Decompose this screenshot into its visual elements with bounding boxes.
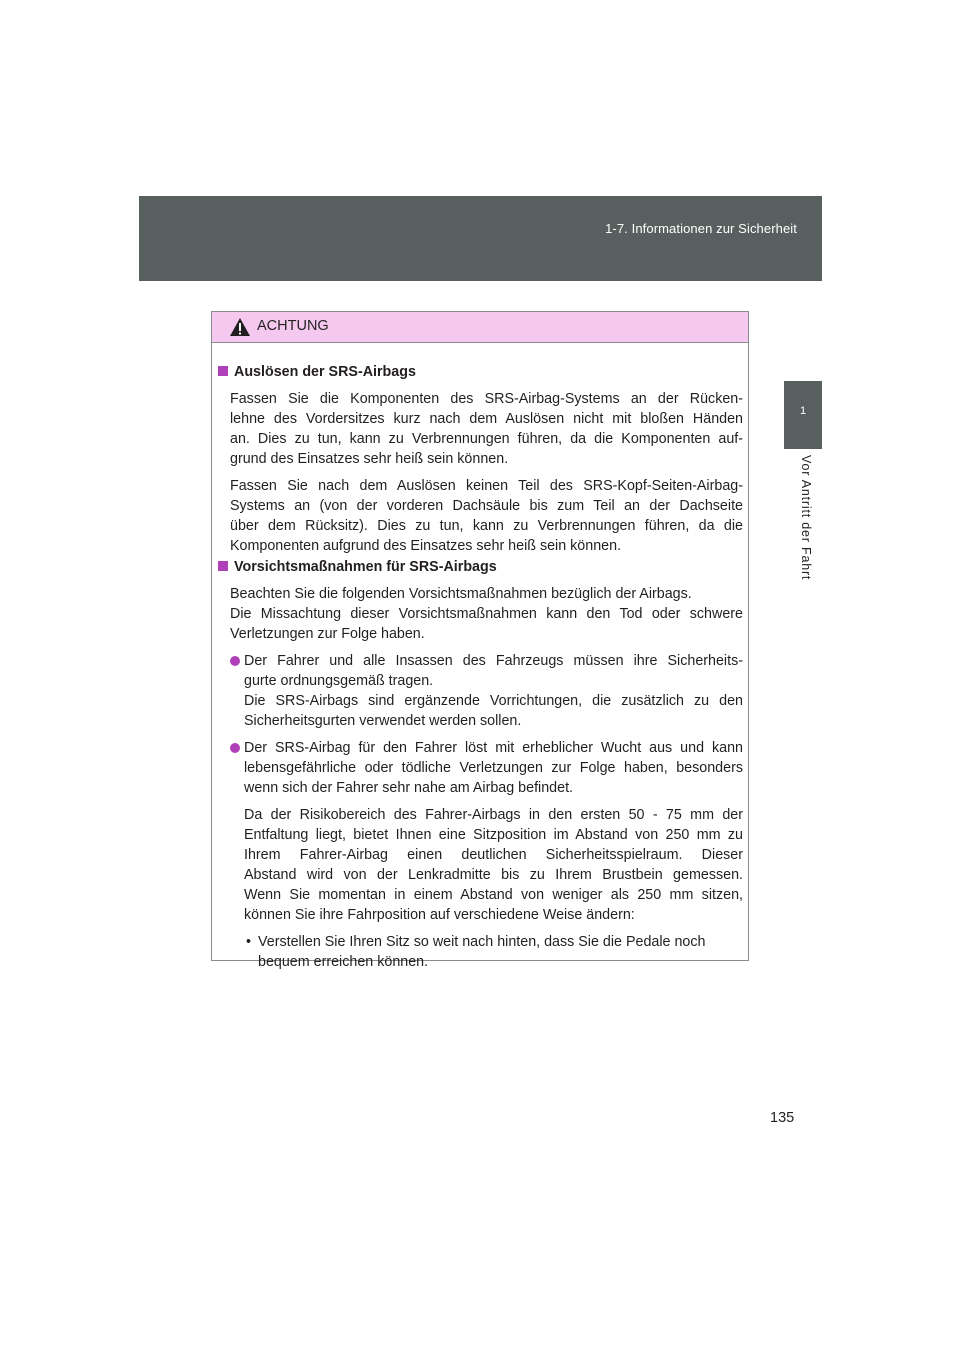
bullet-line: Der Fahrer und alle Insassen des Fahrzeugs müssen ihre Sicherheits- xyxy=(244,653,743,669)
paragraph-line: an. Dies zu tun, kann zu Verbrennungen führen, da die Komponenten auf- xyxy=(230,431,743,447)
section-heading xyxy=(218,557,497,577)
paragraph-line: Da der Risikobereich des Fahrer-Airbags in den ersten 50 - 75 mm der xyxy=(244,807,743,823)
paragraph-line: Fassen Sie nach dem Auslösen keinen Teil des SRS-Kopf-Seiten-Airbag- xyxy=(230,478,743,494)
bullet-marker xyxy=(230,743,240,753)
section-heading-text: Auslösen der SRS-Airbags xyxy=(234,364,416,380)
section-heading xyxy=(218,362,416,382)
warning-header xyxy=(212,312,748,343)
bullet-line: lebensgefährliche oder tödliche Verletzungen zur Folge haben, besonders xyxy=(244,760,743,776)
page-number: 135 xyxy=(770,1110,795,1126)
warning-triangle-icon xyxy=(229,317,251,337)
bullet-line: wenn sich der Fahrer sehr nahe am Airbag befindet. xyxy=(244,780,574,796)
paragraph-line: Komponenten aufgrund des Einsatzes sehr heiß sein können. xyxy=(230,538,622,554)
section-heading-text: Vorsichtsmaßnahmen für SRS-Airbags xyxy=(234,559,497,575)
bullet-marker xyxy=(230,656,240,666)
paragraph-line: über dem Rücksitz). Dies zu tun, kann zu Verbrennungen führen, da die xyxy=(230,518,743,534)
chapter-tab xyxy=(784,381,822,449)
chapter-label: Vor Antritt der Fahrt xyxy=(799,455,813,581)
warning-box xyxy=(211,311,749,970)
bullet-line: Der SRS-Airbag für den Fahrer löst mit erheblicher Wucht aus und kann xyxy=(244,740,743,756)
paragraph-line: lehne des Vordersitzes kurz nach dem Auslösen nicht mit bloßen Händen xyxy=(230,411,743,427)
header-band xyxy=(139,196,822,281)
paragraph-line: Die Missachtung dieser Vorsichtsmaßnahmen kann den Tod oder schwere xyxy=(230,606,743,622)
chapter-number: 1 xyxy=(799,405,807,417)
section-title: 1-7. Informationen zur Sicherheit xyxy=(605,221,797,236)
bullet-line: gurte ordnungsgemäß tragen. xyxy=(244,673,434,689)
paragraph-line: Abstand wird von der Lenkradmitte bis zu Ihrem Brustbein gemessen. xyxy=(244,867,743,883)
paragraph-line: Beachten Sie die folgenden Vorsichtsmaßnahmen bezüglich der Airbags. xyxy=(230,586,692,602)
bullet-line: Die SRS-Airbags sind ergänzende Vorrichtungen, die zusätzlich zu den xyxy=(244,693,743,709)
bullet-line: Sicherheitsgurten verwendet werden sollen. xyxy=(244,713,522,729)
sub-bullet-line: Verstellen Sie Ihren Sitz so weit nach hinten, dass Sie die Pedale noch xyxy=(258,934,706,950)
sub-bullet-marker: • xyxy=(246,934,252,950)
paragraph-line: Ihrem Fahrer-Airbag einen deutlichen Sicherheitsspielraum. Dieser xyxy=(244,847,743,863)
paragraph-line: Entfaltung liegt, bietet Ihnen eine Sitzposition im Abstand von 250 mm zu xyxy=(244,827,743,843)
sub-bullet-line: bequem erreichen können. xyxy=(258,954,429,970)
section-marker xyxy=(218,561,228,571)
warning-title: ACHTUNG xyxy=(257,318,329,334)
paragraph-line: Verletzungen zur Folge haben. xyxy=(230,626,425,642)
paragraph-line: grund des Einsatzes sehr heiß sein können. xyxy=(230,451,509,467)
paragraph-line: Systems an (von der vorderen Dachsäule bis zum Teil an der Dachseite xyxy=(230,498,743,514)
section-marker xyxy=(218,366,228,376)
paragraph-line: Wenn Sie momentan in einem Abstand von weniger als 250 mm sitzen, xyxy=(244,887,743,903)
paragraph-line: Fassen Sie die Komponenten des SRS-Airbag-Systems an der Rücken- xyxy=(230,391,743,407)
paragraph-line: können Sie ihre Fahrposition auf verschiedene Weise ändern: xyxy=(244,907,635,923)
